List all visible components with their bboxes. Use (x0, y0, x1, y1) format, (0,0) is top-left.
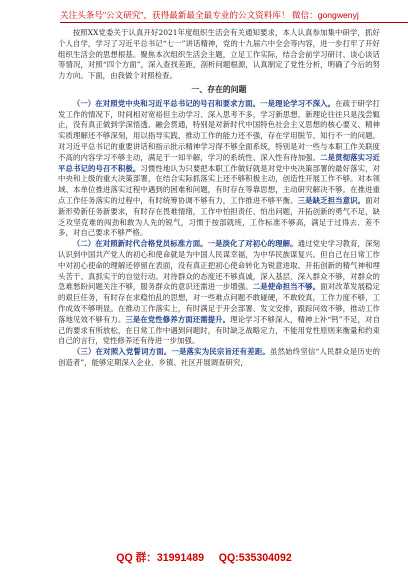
document-body (58, 28, 380, 533)
item2-second-body: 面对改革发展稳定的艰巨任务，有时存在求稳怕乱的思想，对一些难点问题不敢碰硬，不敢较真，工作力度不够，工作成效不够明显。在推动工作落实上，有时满足于开会部署、发文安排，跟踪问效不够，推动工作落地见效不够有力。 (58, 282, 380, 324)
intro-paragraph: 按照XX党委关于认真开好2021年度组织生活会有关通知要求，本人认真参加集中研学，抓好个人自学，学习了习近平总书记“七一”讲话精神，党的十九届六中全会等内容，进一步打牢了开好组织生活会的思想根基。聚焦本次组织生活会主题，立足工作实际，结合会前学习研讨、谈心谈话等情况，对照“四个方面”，深入查找差距，剖析问题根源，认真制定了党性分析，明确了今后的努力方向。下面，由我做个对照检查。 (58, 28, 380, 81)
section-title: 一、存在的问题 (191, 84, 247, 94)
item1-third-body: 面对新形势新任务新要求，有时存在畏难情绪，工作中怕担责任、怕出问题，开拓创新的勇气不足，缺乏攻坚克难的闯劲和敢为人先的锐气，习惯于按部就班，工作标准不够高，满足于过得去、差不多，对自己要求不够严格。 (58, 195, 380, 238)
item3-heading: （三）在对照入党誓词方面。一是落实为民宗旨还有差距。 (72, 347, 270, 357)
item2-paragraph (58, 239, 380, 347)
footer-qq: QQ:535304092 (218, 552, 292, 564)
footer-qq-group: QQ 群：31991489 (116, 552, 204, 564)
item3-body: 虽然始终坚信“人民群众是历史的创造者”，能够定期深入企业、乡镇、社区开展调查研究， (58, 347, 380, 367)
header-banner: 关注头条号"公文研究"，获得最新最全最专业的公文资料库！ 微信：gongwenyj (60, 8, 408, 23)
footer-contact (0, 550, 408, 568)
item1-paragraph (58, 99, 380, 239)
item2-second-heading: 二是使命担当不够。 (252, 282, 321, 292)
item2-third-body: 理论学习不够深入，精神上补“钙”不足，对自己的要求有所放松，在日常工作中遇到问题时，有时缺乏战略定力，不能用党性原则来衡量和约束自己的言行，党性修养还有待进一步加强。 (58, 314, 380, 346)
item2-heading: （二）在对照新时代合格党员标准方面。一是淡化了对初心的理解。 (72, 239, 298, 249)
item1-third-heading: 三是缺乏担当意识。 (297, 195, 366, 205)
item1-body: 在疏于研学打发工作的情况下，时间相对宽裕但主动学习、深入思考不多，学习新思想、新理论往往只是浅尝辄止，没有真正做到学深悟透、融会贯通，特别是对新时代中国特色社会主义思想的核心要义、精神实质理解还不够深刻，用以指导实践、推动工作的能力还不强，存在学用脱节、知行不一的问题。对习近平总书记的重要讲话和指示批示精神学习得不够全面系统，特别是对一些与本职工作关联度不高的内容学习不够主动，满足于一知半解，学习的系统性、深入性有待加强。 (58, 98, 380, 162)
item1-second-heading: 二是贯彻落实习近平总书记的号召不积极。 (58, 152, 380, 173)
item1-second-body: 习惯性地认为只要把本职工作做好就是对党中央决策部署的最好落实，对中央和上级的重大决策部署，在结合实际抓落实上还不够积极主动，创造性开展工作不够。对本领域、本单位推进落实过程中遇到的困难和问题，有时存在等靠思想，主动研究解决不够。在推进重点工作任务落实的过程中，有时统筹协调不够有力，工作推进不够平衡。 (58, 163, 380, 205)
item3-paragraph (58, 347, 380, 369)
item2-body: 通过党史学习教育，深刻认识到中国共产党人的初心和使命就是为中国人民谋幸福，为中华民族谋复兴。但自己在日常工作中对初心使命的理解还停留在表面，没有真正把初心使命转化为锐意进取、开拓创新的精气神和埋头苦干、真抓实干的自觉行动。对待群众的态度还不够真诚，深入基层、深入群众不够，对群众的急难愁盼问题关注不够，服务群众的意识还需进一步增强。 (58, 239, 380, 292)
item1-heading: （一）在对照党中央和习近平总书记的号召和要求方面。一是理论学习不深入。 (72, 98, 336, 108)
item2-third-heading: 三是在党性修养方面还需提升。 (125, 314, 231, 324)
